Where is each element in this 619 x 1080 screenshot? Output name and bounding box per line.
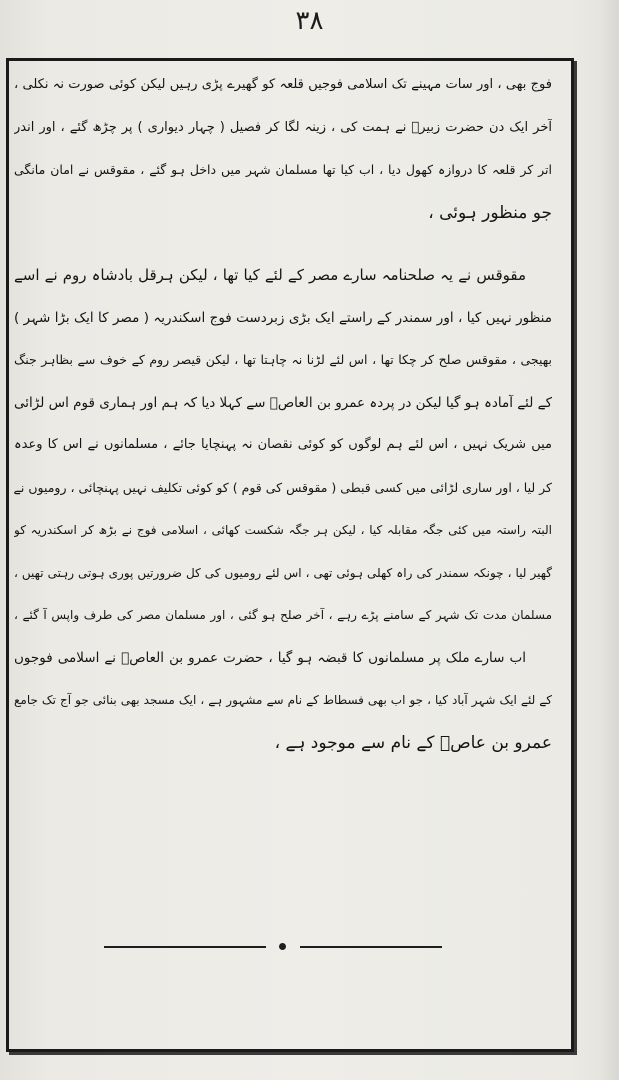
text-line: کر لیا ، اور ساری لڑائی میں کسی قبطی ( مقوقس کی قوم ) کو کوئی تکلیف نہیں پہنچائی ، رومیوں نے	[14, 479, 552, 495]
text-line: اب سارے ملک پر مسلمانوں کا قبضہ ہو گیا ، حضرت عمرو بن العاصؓ نے اسلامی فوجوں	[14, 649, 526, 666]
page-body-text	[14, 64, 552, 764]
paragraph-gap	[14, 234, 552, 254]
text-line: اتر کر قلعہ کا دروازہ کھول دیا ، اب کیا تھا مسلمان شہر میں داخل ہو گئے ، مقوقس نے امان مانگی	[14, 162, 552, 177]
text-line: آخر ایک دن حضرت زبیرؓ نے ہمت کی ، زینہ لگا کر فصیل ( چہار دیواری ) پر چڑھ گئے ، اور اندر	[14, 119, 552, 135]
text-line: کے لئے آمادہ ہو گیا لیکن در پردہ عمرو بن العاصؓ سے کہلا دیا کہ ہم اور ہماری قوم اس لڑائی	[14, 394, 552, 411]
page-edge-shadow	[599, 0, 619, 1080]
text-line: بھیجی ، مقوقس صلح کر چکا تھا ، اس لئے لڑنا نہ چاہتا تھا ، لیکن قیصر روم کے خوف سے بظاہر جنگ	[14, 352, 552, 367]
text-line: کے لئے ایک شہر آباد کیا ، جو اب بھی فسطاط کے نام سے مشہور ہے ، ایک مسجد بھی بنائی جو آج تک جامع	[14, 693, 552, 707]
text-line: گھیر لیا ، چونکہ سمندر کی راہ کھلی ہوئی تھی ، اس لئے رومیوں کی کل ضرورتیں پوری ہوتی رہتی تھیں ،	[14, 565, 552, 580]
end-of-text-ornament	[0, 940, 619, 954]
text-line: جو منظور ہوئی ،	[428, 202, 552, 223]
text-line: البتہ راستہ میں کئی جگہ مقابلہ کیا ، لیکن ہر جگہ شکست کھائی ، اسلامی فوج نے بڑھ کر اسکندریہ کو	[14, 523, 552, 537]
page-number: ۳۸	[295, 6, 324, 36]
paragraph-alexandria	[14, 254, 552, 637]
text-line: عمرو بن عاصؓ کے نام سے موجود ہے ،	[274, 732, 552, 753]
paragraph-siege-of-babylon-fort	[14, 64, 552, 234]
paragraph-fustat	[14, 637, 552, 765]
text-line: مقوقس نے یہ صلحنامہ سارے مصر کے لئے کیا تھا ، لیکن ہرقل بادشاہ روم نے اسے	[14, 266, 526, 284]
ornament-dot	[279, 943, 286, 950]
ornament-line-left	[104, 946, 266, 948]
text-line: فوج بھی ، اور سات مہینے تک اسلامی فوجیں قلعہ کو گھیرے پڑی رہیں لیکن کوئی صورت نہ نکلی ،	[14, 77, 552, 92]
text-line: منظور نہیں کیا ، اور سمندر کے راستے ایک بڑی زبردست فوج اسکندریہ ( مصر کا ایک بڑا شہر )	[14, 309, 552, 326]
text-line: مسلمان مدت تک شہر کے سامنے پڑے رہے ، آخر صلح ہو گئی ، اور مسلمان مصر کی طرف واپس آ گئے ،	[14, 608, 552, 622]
text-line: میں شریک نہیں ، اس لئے ہم لوگوں کو کوئی نقصان نہ پہنچایا جائے ، مسلمانوں نے اس کا وعدہ	[14, 437, 552, 452]
ornament-line-right	[300, 946, 442, 948]
